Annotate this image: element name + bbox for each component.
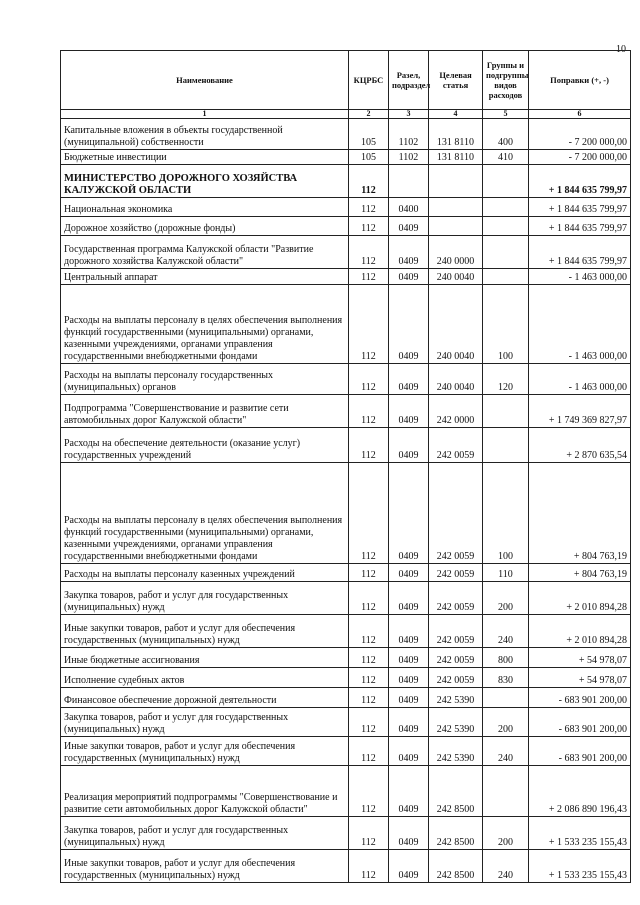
row-razdel-cell: 0409 [389, 582, 429, 615]
row-razdel-cell: 0409 [389, 364, 429, 395]
row-target-article-cell: 242 0000 [429, 395, 483, 428]
row-amount-cell: + 804 763,19 [529, 463, 631, 564]
row-amount-cell: + 1 533 235 155,43 [529, 817, 631, 850]
row-razdel-cell: 1102 [389, 150, 429, 165]
row-expense-type-cell [483, 428, 529, 463]
row-amount-cell: + 1 749 369 827,97 [529, 395, 631, 428]
row-expense-type-cell [483, 236, 529, 269]
row-amount-cell: - 683 901 200,00 [529, 688, 631, 708]
row-name-cell: Иные бюджетные ассигнования [61, 648, 349, 668]
budget-amendments-table [60, 50, 631, 883]
row-kcrbs-cell: 112 [349, 364, 389, 395]
row-amount-cell: + 2 010 894,28 [529, 582, 631, 615]
row-amount-cell: + 1 844 635 799,97 [529, 165, 631, 198]
row-target-article-cell: 242 0059 [429, 428, 483, 463]
row-amount-cell: + 1 844 635 799,97 [529, 217, 631, 236]
row-name-cell: Иные закупки товаров, работ и услуг для обеспечения государственных (муниципальных) нужд [61, 850, 349, 883]
row-name-cell: Центральный аппарат [61, 269, 349, 285]
header-expense-type: Группы и подгруппы видов расходов [483, 51, 529, 110]
column-number: 6 [529, 110, 631, 119]
row-kcrbs-cell: 112 [349, 582, 389, 615]
row-amount-cell: - 7 200 000,00 [529, 150, 631, 165]
row-target-article-cell: 242 0059 [429, 582, 483, 615]
row-target-article-cell: 131 8110 [429, 119, 483, 150]
table-row [61, 198, 631, 217]
table-row [61, 766, 631, 817]
row-expense-type-cell: 410 [483, 150, 529, 165]
table-row [61, 688, 631, 708]
header-row [61, 51, 631, 110]
row-name-cell: Закупка товаров, работ и услуг для государственных (муниципальных) нужд [61, 708, 349, 737]
column-number: 1 [61, 110, 349, 119]
row-target-article-cell: 242 8500 [429, 850, 483, 883]
row-razdel-cell: 0409 [389, 708, 429, 737]
row-razdel-cell: 0409 [389, 217, 429, 236]
row-kcrbs-cell: 112 [349, 564, 389, 582]
table-row [61, 668, 631, 688]
row-amount-cell: + 1 844 635 799,97 [529, 236, 631, 269]
row-target-article-cell: 242 0059 [429, 668, 483, 688]
row-target-article-cell: 242 0059 [429, 564, 483, 582]
row-expense-type-cell: 800 [483, 648, 529, 668]
table-row [61, 428, 631, 463]
row-target-article-cell: 242 8500 [429, 817, 483, 850]
row-name-cell: Иные закупки товаров, работ и услуг для обеспечения государственных (муниципальных) нужд [61, 615, 349, 648]
row-expense-type-cell [483, 688, 529, 708]
row-expense-type-cell: 200 [483, 708, 529, 737]
row-razdel-cell [389, 165, 429, 198]
row-name-cell: Национальная экономика [61, 198, 349, 217]
header-name: Наименование [61, 51, 349, 110]
row-expense-type-cell [483, 165, 529, 198]
row-expense-type-cell: 830 [483, 668, 529, 688]
row-kcrbs-cell: 112 [349, 737, 389, 766]
row-razdel-cell: 0409 [389, 269, 429, 285]
row-amount-cell: - 1 463 000,00 [529, 364, 631, 395]
row-name-cell: Расходы на выплаты персоналу в целях обеспечения выполнения функций государственными (муниципальными) органами, казенными учреждениями, органами управления государственными внебюджетными фондами [61, 285, 349, 364]
row-kcrbs-cell: 112 [349, 688, 389, 708]
row-kcrbs-cell: 112 [349, 428, 389, 463]
row-kcrbs-cell: 112 [349, 668, 389, 688]
row-kcrbs-cell: 112 [349, 236, 389, 269]
row-name-cell: МИНИСТЕРСТВО ДОРОЖНОГО ХОЗЯЙСТВА КАЛУЖСКОЙ ОБЛАСТИ [61, 165, 349, 198]
row-amount-cell: + 804 763,19 [529, 564, 631, 582]
table-row [61, 648, 631, 668]
row-amount-cell: + 2 870 635,54 [529, 428, 631, 463]
row-name-cell: Бюджетные инвестиции [61, 150, 349, 165]
table-row [61, 708, 631, 737]
row-kcrbs-cell: 112 [349, 198, 389, 217]
row-razdel-cell: 0409 [389, 737, 429, 766]
table-row [61, 564, 631, 582]
row-razdel-cell: 0409 [389, 428, 429, 463]
row-razdel-cell: 0409 [389, 668, 429, 688]
row-name-cell: Финансовое обеспечение дорожной деятельности [61, 688, 349, 708]
row-target-article-cell: 242 0059 [429, 615, 483, 648]
row-amount-cell: - 683 901 200,00 [529, 737, 631, 766]
table-row [61, 269, 631, 285]
row-razdel-cell: 0409 [389, 615, 429, 648]
row-kcrbs-cell: 112 [349, 463, 389, 564]
row-target-article-cell [429, 165, 483, 198]
row-kcrbs-cell: 112 [349, 817, 389, 850]
table-row [61, 850, 631, 883]
row-expense-type-cell: 240 [483, 850, 529, 883]
table-row [61, 150, 631, 165]
header-razdel: Разел, подраздел [389, 51, 429, 110]
table-row [61, 236, 631, 269]
row-name-cell: Расходы на обеспечение деятельности (оказание услуг) государственных учреждений [61, 428, 349, 463]
row-expense-type-cell [483, 766, 529, 817]
row-expense-type-cell: 100 [483, 463, 529, 564]
row-kcrbs-cell: 112 [349, 648, 389, 668]
row-razdel-cell: 0409 [389, 688, 429, 708]
row-kcrbs-cell: 112 [349, 615, 389, 648]
column-number: 3 [389, 110, 429, 119]
column-number-row [61, 110, 631, 119]
row-expense-type-cell: 400 [483, 119, 529, 150]
column-number: 2 [349, 110, 389, 119]
row-expense-type-cell [483, 395, 529, 428]
page-number: 10 [616, 44, 626, 55]
row-kcrbs-cell: 112 [349, 217, 389, 236]
row-razdel-cell: 0409 [389, 564, 429, 582]
row-amount-cell: - 683 901 200,00 [529, 708, 631, 737]
row-razdel-cell: 0409 [389, 236, 429, 269]
row-kcrbs-cell: 112 [349, 269, 389, 285]
header-kcrbs: КЦРБС [349, 51, 389, 110]
row-expense-type-cell [483, 269, 529, 285]
row-amount-cell: - 1 463 000,00 [529, 285, 631, 364]
row-name-cell: Государственная программа Калужской области "Развитие дорожного хозяйства Калужской области" [61, 236, 349, 269]
row-razdel-cell: 1102 [389, 119, 429, 150]
table-row [61, 217, 631, 236]
row-kcrbs-cell: 112 [349, 285, 389, 364]
header-target-article: Целевая статья [429, 51, 483, 110]
row-name-cell: Иные закупки товаров, работ и услуг для обеспечения государственных (муниципальных) нужд [61, 737, 349, 766]
row-amount-cell: + 2 086 890 196,43 [529, 766, 631, 817]
row-target-article-cell: 240 0040 [429, 285, 483, 364]
row-expense-type-cell: 110 [483, 564, 529, 582]
table-row [61, 285, 631, 364]
table-row [61, 395, 631, 428]
table-row [61, 119, 631, 150]
row-name-cell: Закупка товаров, работ и услуг для государственных (муниципальных) нужд [61, 582, 349, 615]
row-razdel-cell: 0409 [389, 463, 429, 564]
table-row [61, 582, 631, 615]
row-name-cell: Закупка товаров, работ и услуг для государственных (муниципальных) нужд [61, 817, 349, 850]
row-target-article-cell: 242 0059 [429, 463, 483, 564]
row-name-cell: Исполнение судебных актов [61, 668, 349, 688]
row-expense-type-cell: 240 [483, 615, 529, 648]
row-amount-cell: - 1 463 000,00 [529, 269, 631, 285]
row-kcrbs-cell: 112 [349, 850, 389, 883]
row-target-article-cell: 131 8110 [429, 150, 483, 165]
table-row [61, 615, 631, 648]
table-row [61, 463, 631, 564]
row-kcrbs-cell: 105 [349, 119, 389, 150]
row-razdel-cell: 0409 [389, 850, 429, 883]
row-name-cell: Реализация мероприятий подпрограммы "Совершенствование и развитие сети автомобильных дорог Калужской области" [61, 766, 349, 817]
row-razdel-cell: 0409 [389, 766, 429, 817]
row-target-article-cell: 242 5390 [429, 688, 483, 708]
row-kcrbs-cell: 112 [349, 165, 389, 198]
row-expense-type-cell: 240 [483, 737, 529, 766]
row-amount-cell: + 2 010 894,28 [529, 615, 631, 648]
row-kcrbs-cell: 112 [349, 708, 389, 737]
row-razdel-cell: 0409 [389, 648, 429, 668]
row-expense-type-cell [483, 198, 529, 217]
row-name-cell: Расходы на выплаты персоналу казенных учреждений [61, 564, 349, 582]
row-name-cell: Расходы на выплаты персоналу в целях обеспечения выполнения функций государственными (муниципальными) органами, казенными учреждениями, органами управления государственными внебюджетными фондами [61, 463, 349, 564]
row-expense-type-cell: 100 [483, 285, 529, 364]
row-expense-type-cell: 120 [483, 364, 529, 395]
header-amendments: Поправки (+, -) [529, 51, 631, 110]
row-amount-cell: + 54 978,07 [529, 668, 631, 688]
row-amount-cell: + 1 533 235 155,43 [529, 850, 631, 883]
row-target-article-cell [429, 217, 483, 236]
row-razdel-cell: 0409 [389, 395, 429, 428]
row-name-cell: Дорожное хозяйство (дорожные фонды) [61, 217, 349, 236]
table-body [61, 119, 631, 883]
row-target-article-cell: 242 5390 [429, 737, 483, 766]
row-kcrbs-cell: 105 [349, 150, 389, 165]
row-target-article-cell: 242 8500 [429, 766, 483, 817]
row-razdel-cell: 0409 [389, 817, 429, 850]
row-name-cell: Расходы на выплаты персоналу государственных (муниципальных) органов [61, 364, 349, 395]
row-amount-cell: - 7 200 000,00 [529, 119, 631, 150]
row-name-cell: Капитальные вложения в объекты государственной (муниципальной) собственности [61, 119, 349, 150]
row-kcrbs-cell: 112 [349, 766, 389, 817]
table-row [61, 364, 631, 395]
row-target-article-cell: 240 0040 [429, 364, 483, 395]
row-expense-type-cell [483, 217, 529, 236]
row-target-article-cell [429, 198, 483, 217]
row-target-article-cell: 240 0040 [429, 269, 483, 285]
column-number: 4 [429, 110, 483, 119]
row-amount-cell: + 1 844 635 799,97 [529, 198, 631, 217]
table-row [61, 817, 631, 850]
row-target-article-cell: 242 5390 [429, 708, 483, 737]
column-number: 5 [483, 110, 529, 119]
row-target-article-cell: 240 0000 [429, 236, 483, 269]
table-row [61, 737, 631, 766]
row-amount-cell: + 54 978,07 [529, 648, 631, 668]
row-razdel-cell: 0409 [389, 285, 429, 364]
row-razdel-cell: 0400 [389, 198, 429, 217]
row-name-cell: Подпрограмма "Совершенствование и развитие сети автомобильных дорог Калужской области" [61, 395, 349, 428]
table-row [61, 165, 631, 198]
row-target-article-cell: 242 0059 [429, 648, 483, 668]
row-kcrbs-cell: 112 [349, 395, 389, 428]
row-expense-type-cell: 200 [483, 582, 529, 615]
row-expense-type-cell: 200 [483, 817, 529, 850]
